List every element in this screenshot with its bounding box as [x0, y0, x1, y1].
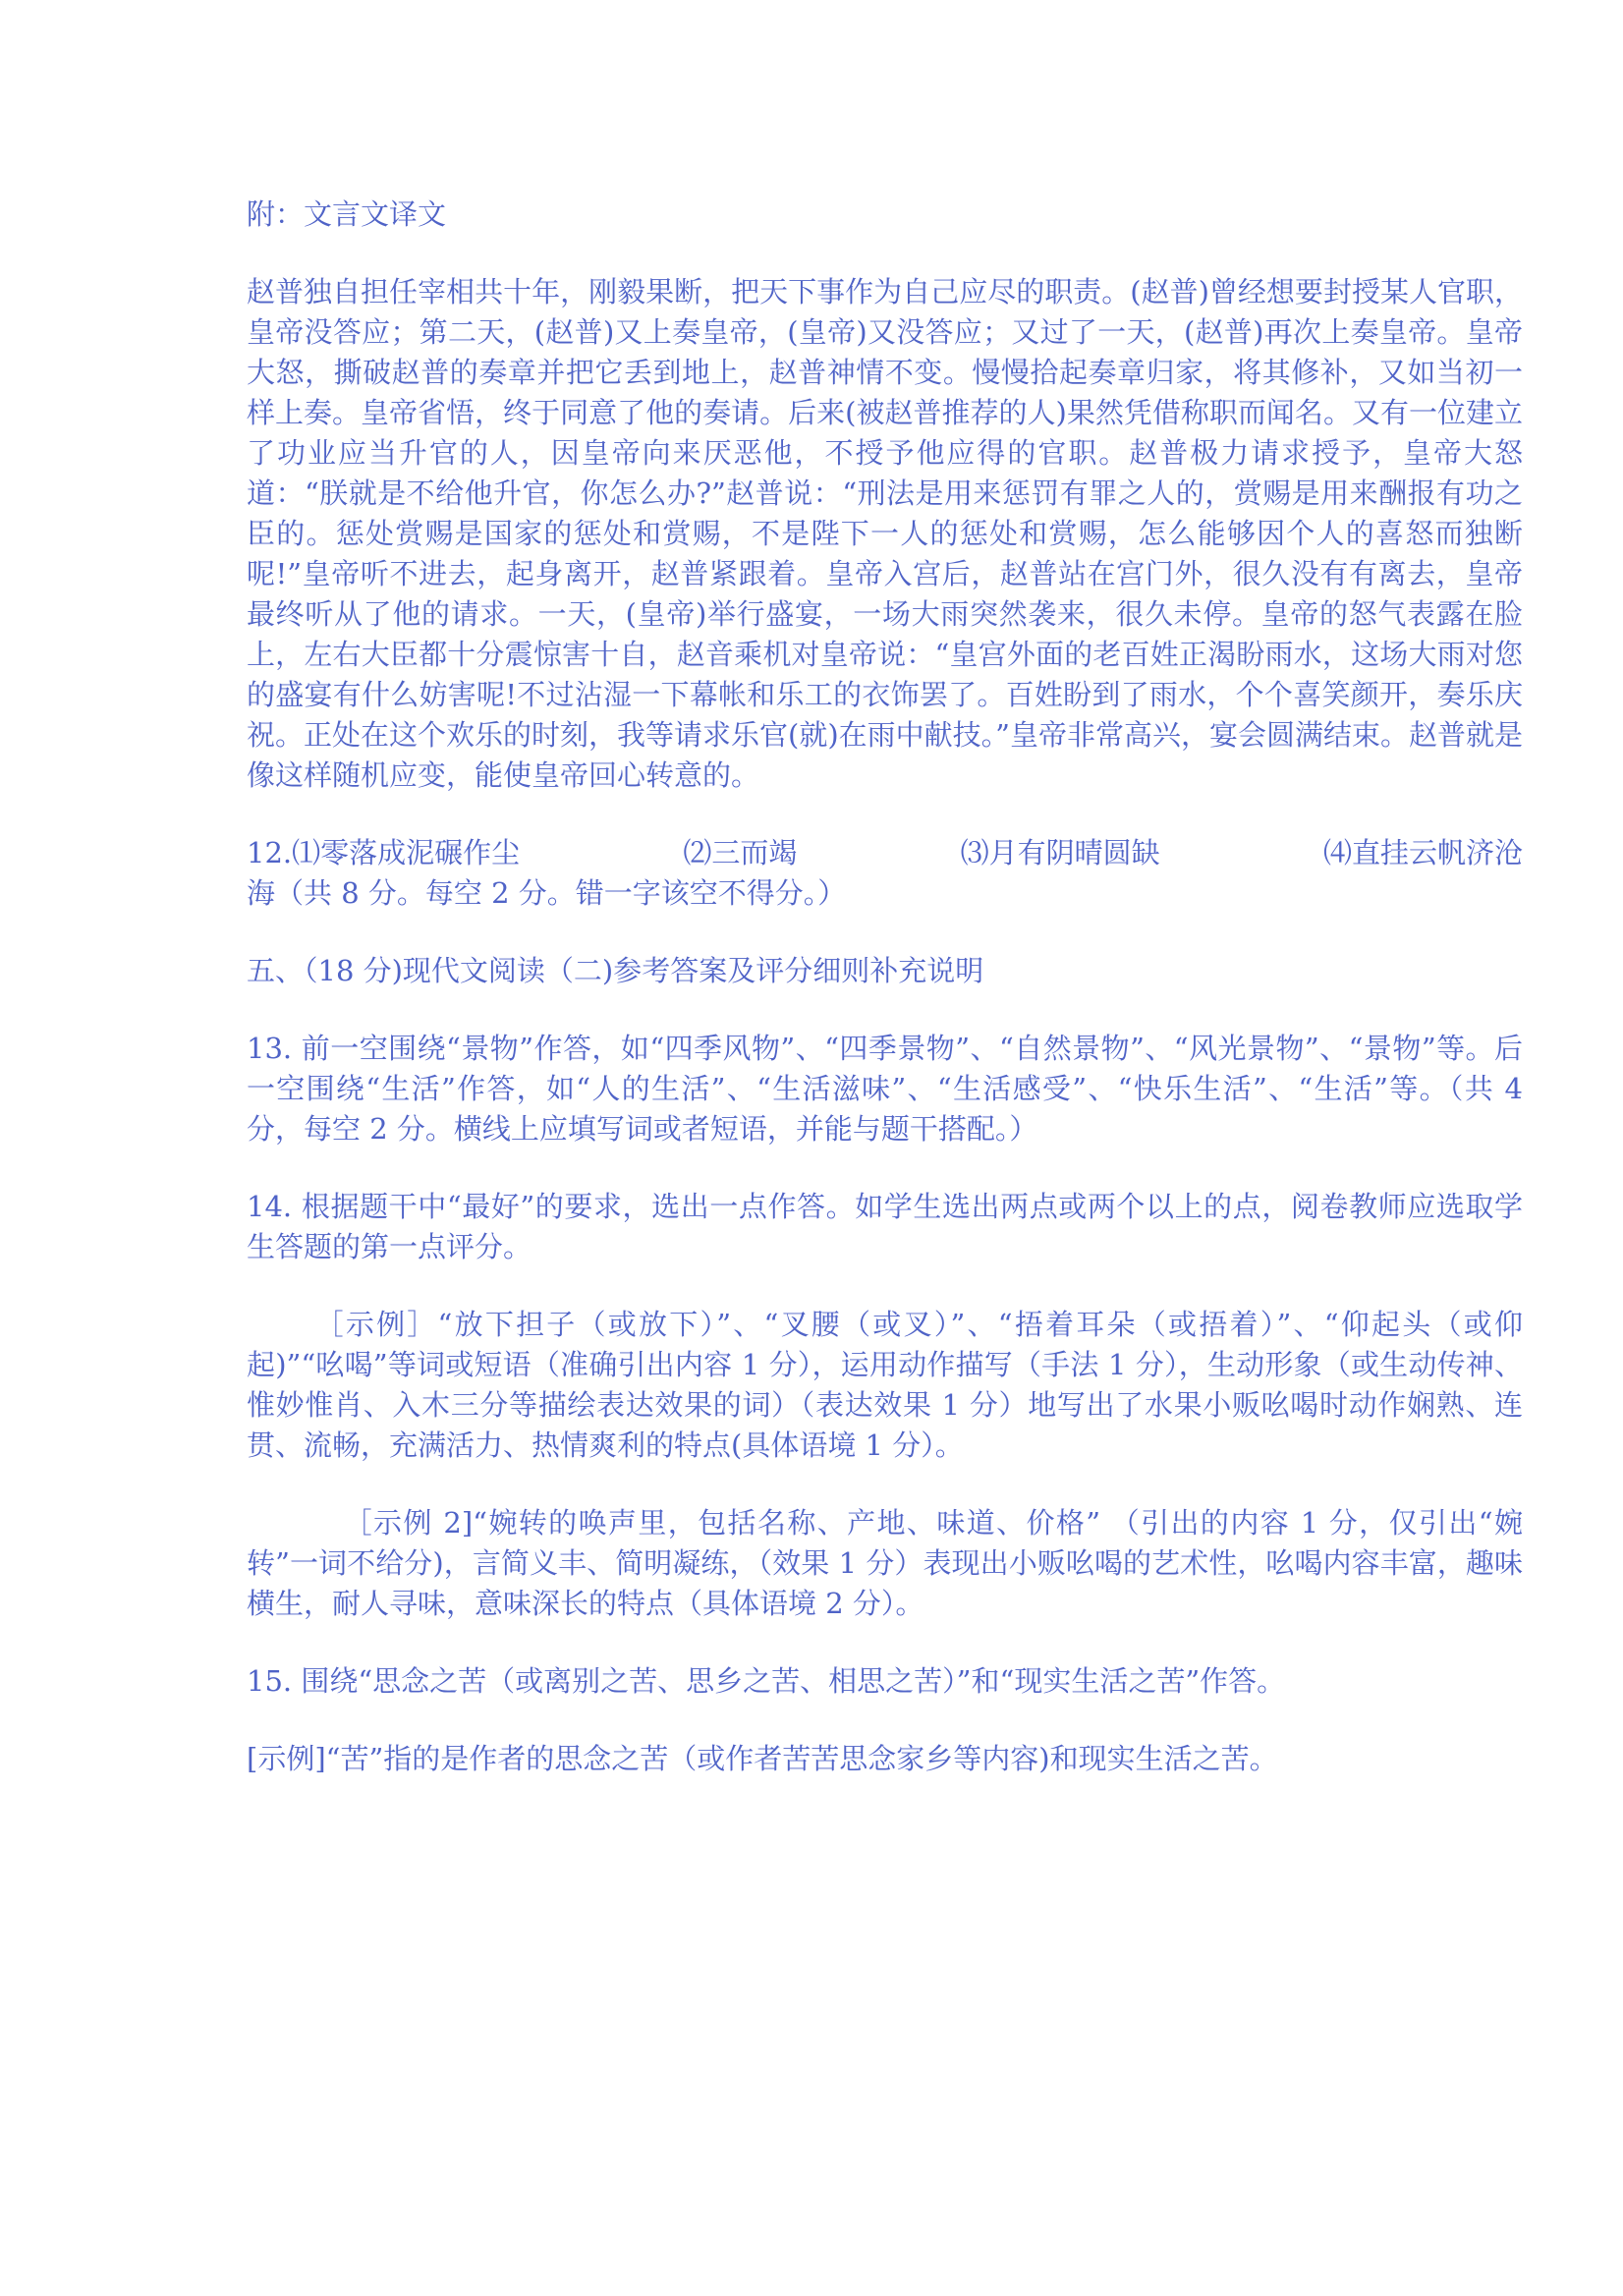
q14-answer: 14. 根据题干中“最好”的要求，选出一点作答。如学生选出两点或两个以上的点，阅卷教师应选取学生答题的第一点评分。 — [247, 1190, 1523, 1263]
spacer — [247, 914, 1523, 951]
spacer — [247, 991, 1523, 1029]
example-3: [示例]“苦”指的是作者的思念之苦（或作者苦苦思念家乡等内容)和现实生活之苦。 — [247, 1742, 1278, 1775]
translation-paragraph: 赵普独自担任宰相共十年，刚毅果断，把天下事作为自己应尽的职责。(赵普)曾经想要封授某人官职，皇帝没答应；第二天，(赵普)又上奏皇帝，(皇帝)又没答应；又过了一天，(赵普)再次上奏皇帝。皇帝大怒，撕破赵普的奏章并把它丢到地上，赵普神情不变。慢慢拾起奏章归家，将其修补，又如当初一样上奏。皇帝省悟，终于同意了他的奏请。后来(被赵普推荐的人)果然凭借称职而闻名。又有一位建立了功业应当升官的人，因皇帝向来厌恶他，不授予他应得的官职。赵普极力请求授予，皇帝大怒道：“朕就是不给他升官，你怎么办?”赵普说：“刑法是用来惩罚有罪之人的，赏赐是用来酬报有功之臣的。惩处赏赐是国家的惩处和赏赐，不是陛下一人的惩处和赏赐，怎么能够因个人的喜怒而独断呢!”皇帝听不进去，起身离开，赵普紧跟着。皇帝入宫后，赵普站在宫门外，很久没有有离去，皇帝最终听从了他的请求。一天，(皇帝)举行盛宴，一场大雨突然袭来，很久未停。皇帝的怒气表露在脸上，左右大臣都十分震惊害十自，赵音乘机对皇帝说：“皇宫外面的老百姓正渴盼雨水，这场大雨对您的盛宴有什么妨害呢!不过沾湿一下幕帐和乐工的衣饰罢了。百姓盼到了雨水，个个喜笑颜开，奏乐庆祝。正处在这个欢乐的时刻，我等请求乐官(就)在雨中献技。”皇帝非常高兴，宴会圆满结束。赵普就是像这样随机应变，能使皇帝回心转意的。 — [247, 275, 1523, 792]
spacer — [247, 1702, 1523, 1739]
spacer — [247, 796, 1523, 833]
spacer — [247, 1267, 1523, 1305]
q12-item-1: 12.⑴零落成泥碾作尘 — [247, 836, 521, 869]
spacer — [247, 1624, 1523, 1661]
q15-answer: 15. 围绕“思念之苦（或离别之苦、思乡之苦、相思之苦）”和“现实生活之苦”作答。 — [247, 1664, 1286, 1698]
spacer — [247, 1149, 1523, 1187]
q12-item-3: ⑶月有阴晴圆缺 — [960, 836, 1160, 869]
spacer — [247, 1466, 1523, 1503]
example-1: ［示例］“放下担子（或放下）”、“叉腰（或叉）”、“捂着耳朵（或捂着）”、“仰起头（或仰起)”“吆喝”等词或短语（准确引出内容 1 分），运用动作描写（手法 1 分），生动形象（或生动传神、惟妙惟肖、入木三分等描绘表达效果的词）（表达效果 1 分）地写出了水果小贩吆喝时动作娴熟、连贯、流畅，充满活力、热情爽利的特点(具体语境 1 分）。 — [247, 1308, 1523, 1462]
q12-tail: 海（共 8 分。每空 2 分。错一字该空不得分。） — [247, 876, 847, 910]
q12-item-4: ⑷直挂云帆济沧 — [1322, 836, 1523, 869]
q13-answer: 13. 前一空围绕“景物”作答，如“四季风物”、“四季景物”、“自然景物”、“风光景物”、“景物”等。后一空围绕“生活”作答，如“人的生活”、“生活滋味”、“生活感受”、“快乐生活”、“生活”等。（共 4 分，每空 2 分。横线上应填写词或者短语，并能与题干搭配。） — [247, 1032, 1523, 1146]
q12-answers — [247, 833, 1523, 873]
example-2: ［示例 2]“婉转的唤声里，包括名称、产地、味道、价格” （引出的内容 1 分，仅引出“婉转”一词不给分)，言简义丰、简明凝练，（效果 1 分）表现出小贩吆喝的艺术性，吆喝内容丰富，趣味横生，耐人寻味，意味深长的特点（具体语境 2 分）。 — [247, 1506, 1523, 1620]
q12-item-2: ⑵三而竭 — [683, 836, 798, 869]
heading: 附：文言文译文 — [247, 197, 447, 231]
section-heading: 五、（18 分)现代文阅读（二)参考答案及评分细则补充说明 — [247, 954, 984, 987]
